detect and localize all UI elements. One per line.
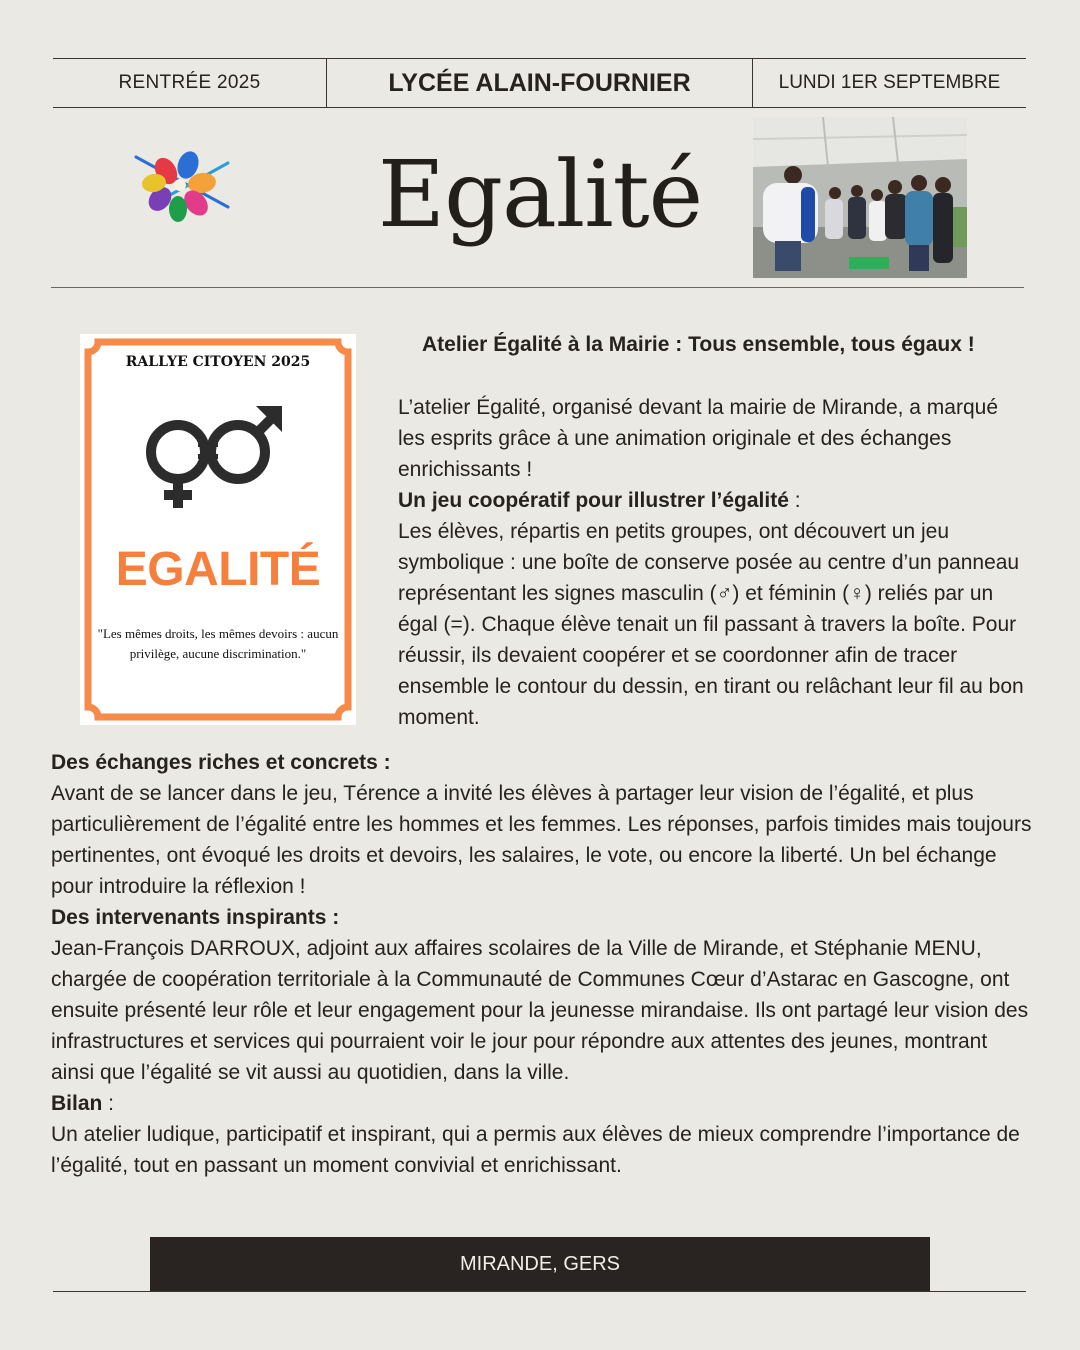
poster-quote: "Les mêmes droits, les mêmes devoirs : aucun privilège, aucune discrimination." <box>97 626 339 661</box>
poster-heading: RALLYE CITOYEN 2025 <box>125 354 311 370</box>
footer-location: MIRANDE, GERS <box>150 1237 930 1291</box>
article-intro-column <box>398 392 1028 733</box>
rallye-poster <box>80 334 356 725</box>
section-heading <box>51 902 1036 933</box>
section-heading: Un jeu coopératif pour illustrer l’égalité <box>398 489 789 512</box>
school-name: LYCÉE ALAIN-FOURNIER <box>327 59 753 107</box>
section-body: Jean-François DARROUX, adjoint aux affaires scolaires de la Ville de Mirande, et Stéphanie MENU, chargée de coopération territoriale à la Communauté de Communes Cœur d’Astarac en Gascogne, ont ensuite présenté leur rôle et leur engagement pour la jeunesse mirandaise. Ils ont partagé leur vision des infrastructures et services qui pourraient voir le jour pour répondre aux attentes des jeunes, montrant ainsi que l’égalité se vit aussi au quotidien, dans la ville. <box>51 937 1029 1084</box>
section-heading <box>51 747 1036 778</box>
section-body: Un atelier ludique, participatif et inspirant, qui a permis aux élèves de mieux comprendre l’importance de l’égalité, tout en passant un moment convivial et enrichissant. <box>51 1123 1020 1177</box>
section-body: Les élèves, répartis en petits groupes, ont découvert un jeu symbolique : une boîte de conserve posée au centre d’un panneau représentant les signes masculin (♂) et féminin (♀) reliés par un égal (=). Chaque élève tenait un fil passant à travers la boîte. Pour réussir, ils devaient coopérer et se coordonner afin de tracer ensemble le contour du dessin, en tirant ou relâchant leur fil au bon moment. <box>398 520 1024 729</box>
page-title: Egalité <box>377 141 703 248</box>
section-heading <box>51 1088 1036 1119</box>
cqfps-flower-logo <box>130 145 234 225</box>
section-heading-text: Des intervenants inspirants : <box>51 906 340 929</box>
section-heading-text: Bilan <box>51 1092 103 1115</box>
heading-separator: : <box>788 489 801 512</box>
intro-paragraph: L’atelier Égalité, organisé devant la mairie de Mirande, a marqué les esprits grâce à une animation originale et des échanges enrichissants ! <box>398 396 999 481</box>
workshop-photo <box>753 117 967 278</box>
poster-title: EGALITÉ <box>115 543 321 596</box>
heading-separator: : <box>102 1092 115 1115</box>
article-body-column <box>51 747 1036 1181</box>
footer-rule <box>53 1291 1026 1292</box>
section-heading-text: Des échanges riches et concrets : <box>51 751 391 774</box>
poster-frame <box>80 334 356 725</box>
section-coop-game <box>398 485 1028 516</box>
gender-equality-icon <box>140 402 290 512</box>
article-title: Atelier Égalité à la Mairie : Tous ensemble, tous égaux ! <box>422 333 975 356</box>
masthead-bar <box>53 58 1026 108</box>
header-rule <box>51 287 1024 288</box>
masthead-left: RENTRÉE 2025 <box>53 59 327 107</box>
masthead-date: LUNDI 1ER SEPTEMBRE <box>778 72 1001 93</box>
section-body: Avant de se lancer dans le jeu, Térence a invité les élèves à partager leur vision de l’égalité, et plus particulièrement de l’égalité entre les hommes et les femmes. Les réponses, parfois timides mais toujours pertinentes, ont évoqué les droits et devoirs, les salaires, le vote, ou encore la liberté. Un bel échange pour introduire la réflexion ! <box>51 782 1032 898</box>
